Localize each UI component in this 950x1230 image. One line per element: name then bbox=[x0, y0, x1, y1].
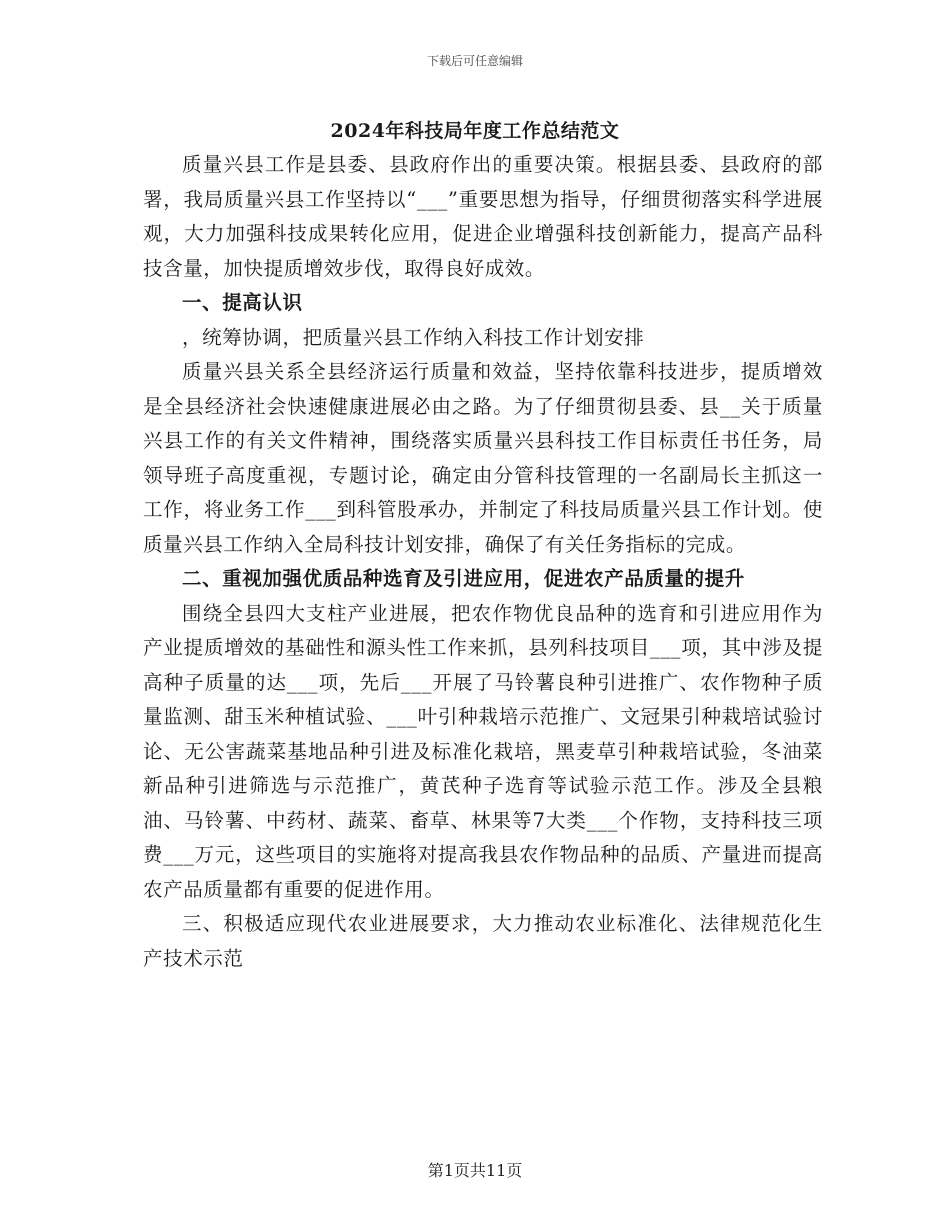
section-heading-1: 一、提高认识 bbox=[182, 291, 303, 314]
section-heading-2: 二、重视加强优质品种选育及引进应用，促进农产品质量的提升 bbox=[182, 567, 745, 590]
paragraph-intro: 质量兴县工作是县委、县政府作出的重要决策。根据县委、县政府的部署，我局质量兴县工作坚持以“___”重要思想为指导，仔细贯彻落实科学进展观，大力加强科技成果转化应用，促进企业增强科技创新能力，提高产品科技含量，加快提质增效步伐，取得良好成效。 bbox=[143, 153, 823, 280]
paragraph-subheading: ，统筹协调，把质量兴县工作纳入科技工作计划安排 bbox=[182, 325, 645, 349]
page-number: 第1页共11页 bbox=[427, 1161, 523, 1180]
section-heading-3: 三、积极适应现代农业进展要求，大力推动农业标准化、法律规范化生产技术示范 bbox=[143, 912, 823, 970]
document-title: 2024年科技局年度工作总结范文 bbox=[330, 120, 620, 142]
document-body bbox=[143, 148, 823, 976]
header-note: 下载后可任意编辑 bbox=[426, 54, 523, 68]
paragraph-section-2: 围绕全县四大支柱产业进展，把农作物优良品种的选育和引进应用作为产业提质增效的基础性和源头性工作来抓，县列科技项目___项，其中涉及提高种子质量的达___项，先后___开展了马铃薯良种引进推广、农作物种子质量监测、甜玉米种植试验、___叶引种栽培示范推广、文冠果引种栽培试验讨论、无公害蔬菜基地品种引进及标准化栽培，黑麦草引种栽培试验，冬油菜新品种引进筛选与示范推广，黄芪种子选育等试验示范工作。涉及全县粮油、马铃薯、中药材、蔬菜、畜草、林果等7大类___个作物，支持科技三项费___万元，这些项目的实施将对提高我县农作物品种的品质、产量进而提高农产品质量都有重要的促进作用。 bbox=[143, 601, 823, 901]
paragraph-section-1: 质量兴县关系全县经济运行质量和效益，坚持依靠科技进步，提质增效是全县经济社会快速健康进展必由之路。为了仔细贯彻县委、县__关于质量兴县工作的有关文件精神，围绕落实质量兴县科技工作目标责任书任务，局领导班子高度重视，专题讨论，确定由分管科技管理的一名副局长主抓这一工作，将业务工作___到科管股承办，并制定了科技局质量兴县工作计划。使质量兴县工作纳入全局科技计划安排，确保了有关任务指标的完成。 bbox=[143, 360, 823, 556]
